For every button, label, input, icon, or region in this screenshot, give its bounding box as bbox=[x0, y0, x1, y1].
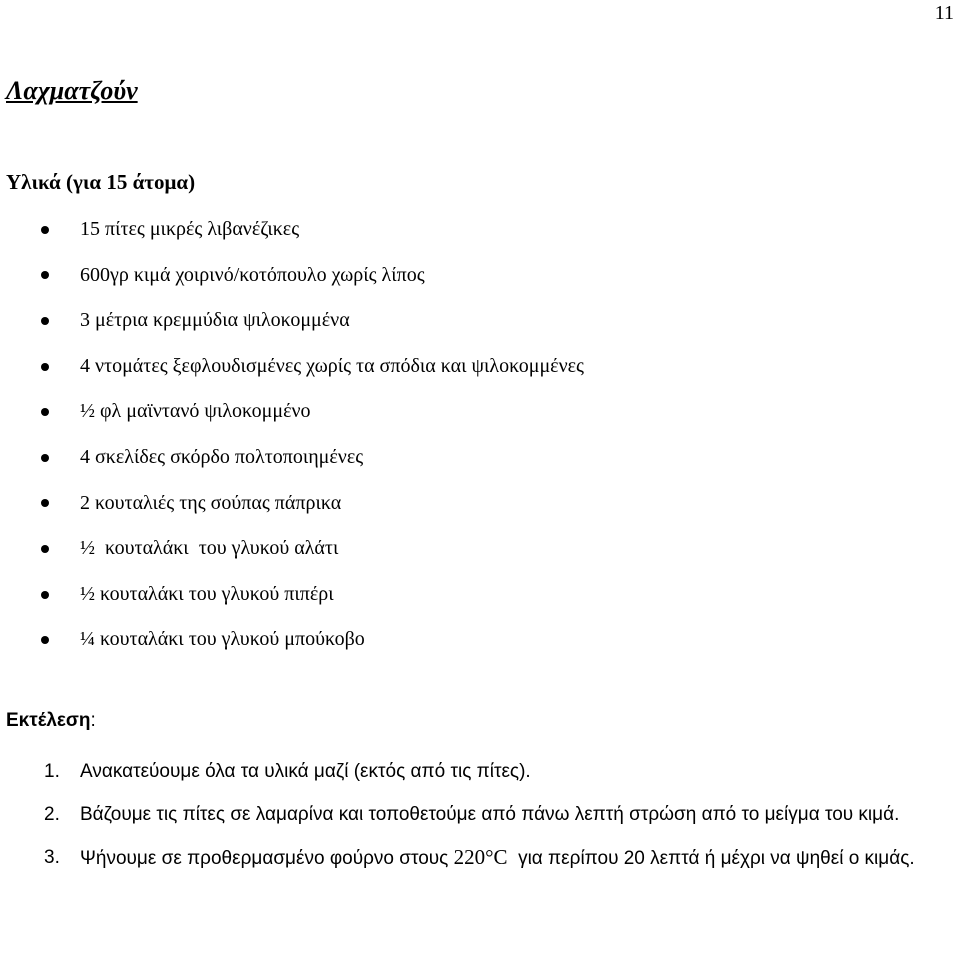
step-number: 2. bbox=[44, 804, 60, 825]
bullet-icon bbox=[41, 363, 49, 371]
recipe-title: Λαχματζούν bbox=[6, 76, 138, 105]
step-number: 1. bbox=[44, 761, 60, 782]
bullet-icon bbox=[41, 454, 49, 462]
ingredient-item bbox=[0, 253, 950, 299]
steps-list bbox=[0, 750, 950, 880]
ingredient-text: ½ κουταλάκι του γλυκού αλάτι bbox=[80, 537, 339, 560]
execution-heading-text: Εκτέλεση bbox=[6, 710, 91, 731]
ingredients-list bbox=[0, 207, 950, 663]
step-item bbox=[0, 836, 950, 880]
step-temperature: 220°C bbox=[453, 845, 508, 869]
bullet-icon bbox=[41, 636, 49, 644]
ingredient-text: ½ κουταλάκι του γλυκού πιπέρι bbox=[80, 582, 334, 605]
ingredient-item bbox=[0, 344, 950, 390]
bullet-icon bbox=[41, 591, 49, 599]
step-item bbox=[0, 793, 950, 836]
execution-heading-colon: : bbox=[90, 710, 96, 731]
bullet-icon bbox=[41, 271, 49, 279]
step-text-continued: για περίπου 20 λεπτά ή μέχρι να ψηθεί ο κιμάς. bbox=[507, 848, 915, 869]
ingredient-item bbox=[0, 207, 950, 253]
ingredient-text: 2 κουταλιές της σούπας πάπρικα bbox=[80, 491, 342, 514]
step-text: Βάζουμε τις πίτες σε λαμαρίνα και τοποθετούμε από πάνω λεπτή στρώση από το μείγμα του κιμά. bbox=[80, 804, 900, 825]
ingredient-item bbox=[0, 526, 950, 572]
step-text: Ανακατεύουμε όλα τα υλικά μαζί (εκτός από τις πίτες). bbox=[80, 761, 531, 782]
ingredient-item bbox=[0, 481, 950, 527]
step-number: 3. bbox=[44, 847, 60, 868]
ingredient-item bbox=[0, 617, 950, 663]
ingredient-text: 4 σκελίδες σκόρδο πολτοποιημένες bbox=[80, 445, 364, 468]
ingredient-text: ¼ κουταλάκι του γλυκού μπούκοβο bbox=[80, 628, 365, 651]
ingredient-text: 3 μέτρια κρεμμύδια ψιλοκομμένα bbox=[80, 309, 350, 332]
step-text: Ψήνουμε σε προθερμασμένο φούρνο στους bbox=[80, 848, 454, 869]
ingredients-heading: Υλικά (για 15 άτομα) bbox=[6, 170, 196, 194]
page-number: 11 bbox=[934, 2, 954, 24]
bullet-icon bbox=[41, 499, 49, 507]
ingredient-item bbox=[0, 435, 950, 481]
ingredient-item bbox=[0, 572, 950, 618]
ingredient-text: 600γρ κιμά χοιρινό/κοτόπουλο χωρίς λίπος bbox=[80, 263, 425, 286]
ingredient-text: 4 ντομάτες ξεφλουδισμένες χωρίς τα σπόδια και ψιλοκομμένες bbox=[80, 354, 584, 377]
bullet-icon bbox=[41, 545, 49, 553]
ingredient-item bbox=[0, 298, 950, 344]
execution-heading bbox=[6, 710, 96, 732]
bullet-icon bbox=[41, 408, 49, 416]
step-item bbox=[0, 750, 950, 793]
bullet-icon bbox=[41, 226, 49, 234]
bullet-icon bbox=[41, 317, 49, 325]
ingredient-item bbox=[0, 389, 950, 435]
ingredient-text: 15 πίτες μικρές λιβανέζικες bbox=[80, 218, 300, 240]
ingredient-text: ½ φλ μαϊντανό ψιλοκομμένο bbox=[80, 400, 311, 423]
